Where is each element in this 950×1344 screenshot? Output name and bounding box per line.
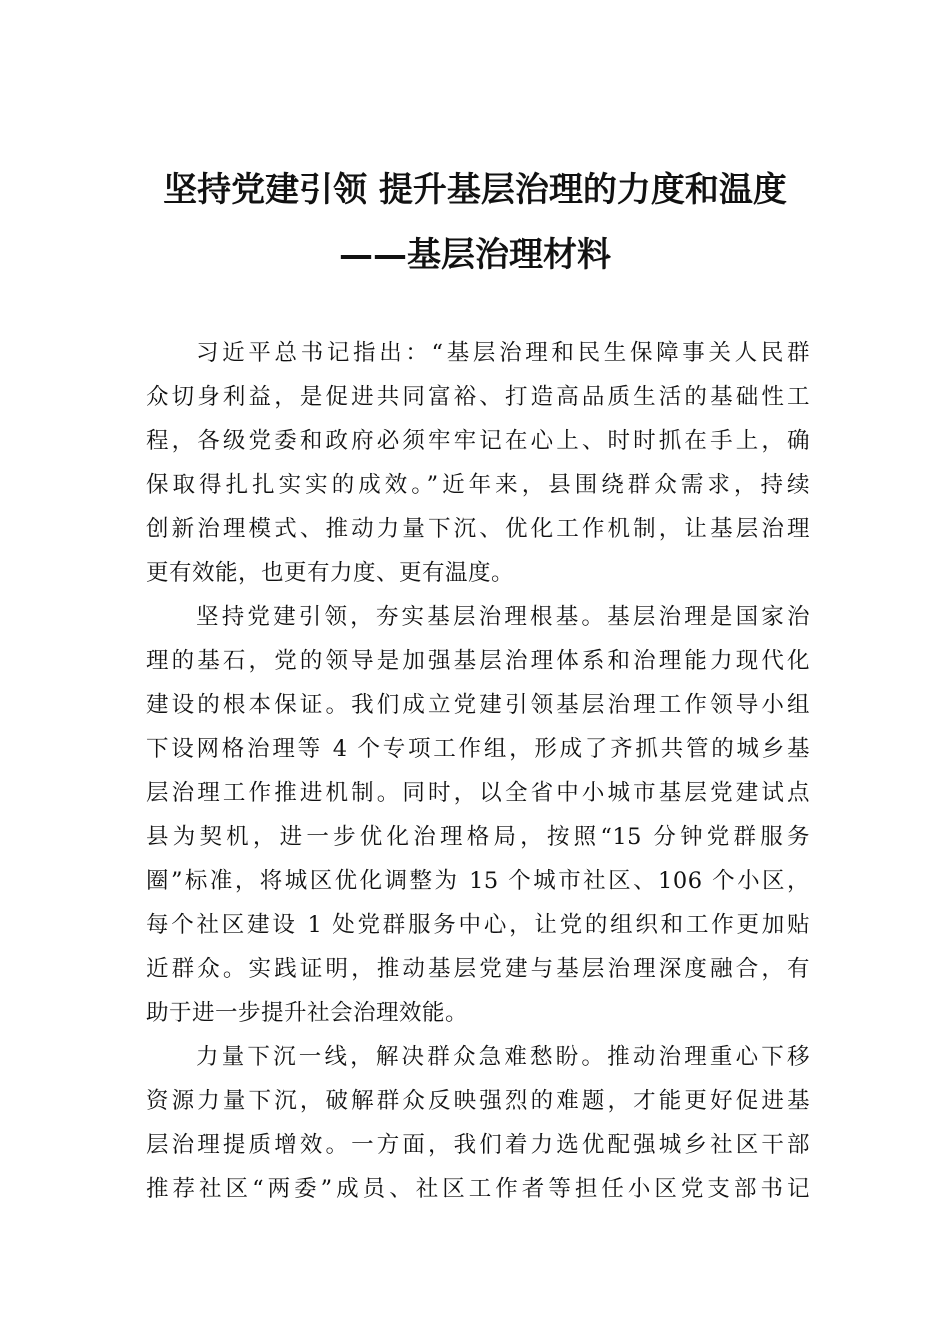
document-title: 坚持党建引领 提升基层治理的力度和温度 bbox=[163, 170, 787, 210]
paragraph-line: 下设网格治理等 4 个专项工作组，形成了齐抓共管的城乡基 bbox=[146, 736, 810, 762]
paragraph-line: 每个社区建设 1 处党群服务中心，让党的组织和工作更加贴 bbox=[146, 912, 810, 938]
paragraph-line: 圈”标准，将城区优化调整为 15 个城市社区、106 个小区， bbox=[146, 868, 810, 894]
paragraph-line: 资源力量下沉，破解群众反映强烈的难题，才能更好促进基 bbox=[146, 1088, 810, 1114]
document-subtitle: ——基层治理材料 bbox=[339, 235, 611, 275]
paragraph-line: 更有效能，也更有力度、更有温度。 bbox=[146, 560, 515, 586]
paragraph-line: 众切身利益，是促进共同富裕、打造高品质生活的基础性工 bbox=[146, 384, 810, 410]
paragraph-line: 创新治理模式、推动力量下沉、优化工作机制，让基层治理 bbox=[146, 516, 810, 542]
paragraph-line: 习近平总书记指出：“基层治理和民生保障事关人民群 bbox=[196, 340, 810, 366]
paragraph-line: 坚持党建引领，夯实基层治理根基。基层治理是国家治 bbox=[196, 604, 810, 630]
paragraph-line: 力量下沉一线，解决群众急难愁盼。推动治理重心下移 bbox=[196, 1044, 810, 1070]
paragraph-line: 县为契机，进一步优化治理格局，按照“15 分钟党群服务 bbox=[146, 824, 810, 850]
paragraph-line: 推荐社区“两委”成员、社区工作者等担任小区党支部书记 bbox=[146, 1176, 810, 1202]
paragraph-line: 程，各级党委和政府必须牢牢记在心上、时时抓在手上，确 bbox=[146, 428, 810, 454]
paragraph-line: 近群众。实践证明，推动基层党建与基层治理深度融合，有 bbox=[146, 956, 810, 982]
paragraph-line: 理的基石，党的领导是加强基层治理体系和治理能力现代化 bbox=[146, 648, 810, 674]
paragraph-line: 建设的根本保证。我们成立党建引领基层治理工作领导小组 bbox=[146, 692, 810, 718]
paragraph-line: 助于进一步提升社会治理效能。 bbox=[146, 1000, 469, 1026]
paragraph-line: 层治理工作推进机制。同时，以全省中小城市基层党建试点 bbox=[146, 780, 810, 806]
paragraph-line: 层治理提质增效。一方面，我们着力选优配强城乡社区干部 bbox=[146, 1132, 810, 1158]
paragraph-line: 保取得扎扎实实的成效。”近年来，县围绕群众需求，持续 bbox=[146, 472, 810, 498]
